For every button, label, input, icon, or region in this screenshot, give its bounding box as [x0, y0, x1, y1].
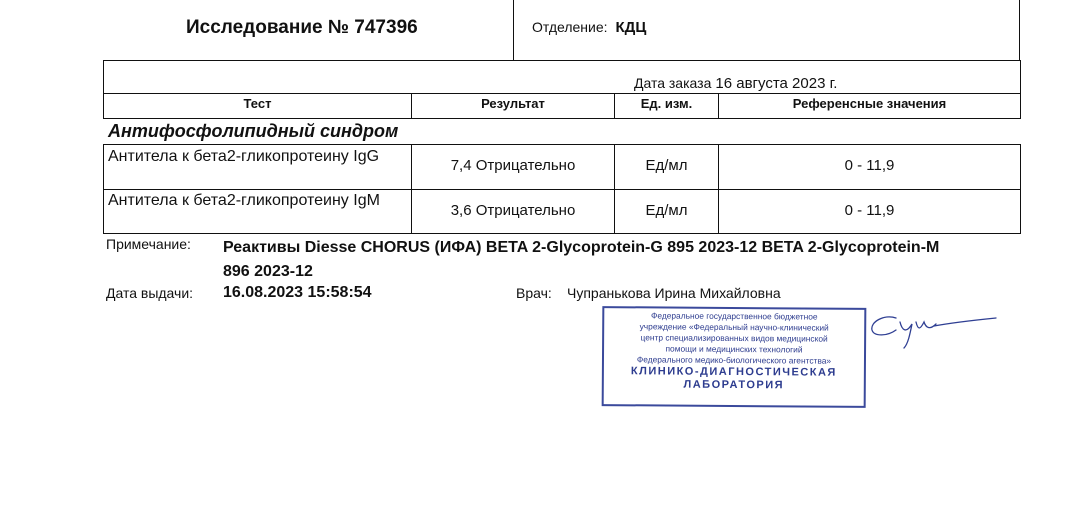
- rows-right-border: [1020, 144, 1021, 234]
- laboratory-stamp: [602, 306, 867, 408]
- study-title: Исследование № 747396: [186, 17, 418, 38]
- table-row-reference: 0 - 11,9: [844, 202, 895, 219]
- table-row-test: Антитела к бета2-гликопротеину IgG: [108, 148, 380, 165]
- stamp-line: Федеральное государственное бюджетное: [650, 310, 818, 322]
- department-label: Отделение:: [532, 19, 608, 35]
- table-row-unit: Ед/мл: [645, 202, 688, 219]
- column-header-unit: Ед. изм.: [640, 96, 693, 111]
- table-row-test: Антитела к бета2-гликопротеину IgM: [108, 192, 380, 209]
- department-value: КДЦ: [615, 19, 647, 36]
- issue-date-label: Дата выдачи:: [106, 285, 194, 301]
- table-row-unit: Ед/мл: [645, 157, 688, 174]
- note-text: Реактивы Diesse CHORUS (ИФА) BETA 2-Glycoprotein-G 895 2023-12 BETA 2-Glycoprotein-M 896 2023-12: [223, 239, 940, 280]
- note-label: Примечание:: [106, 236, 191, 252]
- header-divider: [513, 0, 514, 60]
- column-header-result: Результат: [481, 96, 545, 111]
- order-date-value: 16 августа 2023 г.: [715, 75, 838, 92]
- header-row-top: [103, 93, 1021, 94]
- stamp-subtitle: ЛАБОРАТОРИЯ: [683, 378, 785, 392]
- stamp-title: КЛИНИКО-ДИАГНОСТИЧЕСКАЯ: [630, 365, 837, 379]
- table-right-border: [1020, 60, 1021, 119]
- column-header-test: Тест: [243, 96, 272, 111]
- stamp-line: помощи и медицинских технологий: [665, 343, 803, 355]
- department: [532, 19, 646, 36]
- table-row-result: 7,4 Отрицательно: [450, 157, 576, 174]
- doctor-label: Врач:: [516, 285, 552, 301]
- rows-mid-border: [103, 189, 1021, 190]
- rows-left-border: [103, 144, 104, 234]
- header-right-border: [1019, 0, 1020, 60]
- stamp-line: Федерального медико-биологического агентства»: [636, 354, 832, 366]
- rows-bottom-border: [103, 233, 1021, 234]
- table-row-reference: 0 - 11,9: [844, 157, 895, 174]
- stamp-line: учреждение «Федеральный научно-клинический: [639, 321, 829, 333]
- column-header-reference: Референсные значения: [792, 96, 947, 111]
- order-date: [634, 75, 837, 92]
- issue-date-value: 16.08.2023 15:58:54: [223, 284, 372, 301]
- table-row-result: 3,6 Отрицательно: [450, 202, 576, 219]
- rows-top-border: [103, 144, 1021, 145]
- stamp-line: центр специализированных видов медицинской: [640, 332, 828, 344]
- signature-icon: [866, 300, 998, 350]
- doctor-name: Чупранькова Ирина Михайловна: [567, 285, 781, 301]
- order-date-label: Дата заказа: [634, 75, 712, 91]
- header-row-bottom: [103, 118, 1021, 119]
- section-title: Антифосфолипидный синдром: [108, 121, 399, 141]
- table-top-border: [103, 60, 1021, 61]
